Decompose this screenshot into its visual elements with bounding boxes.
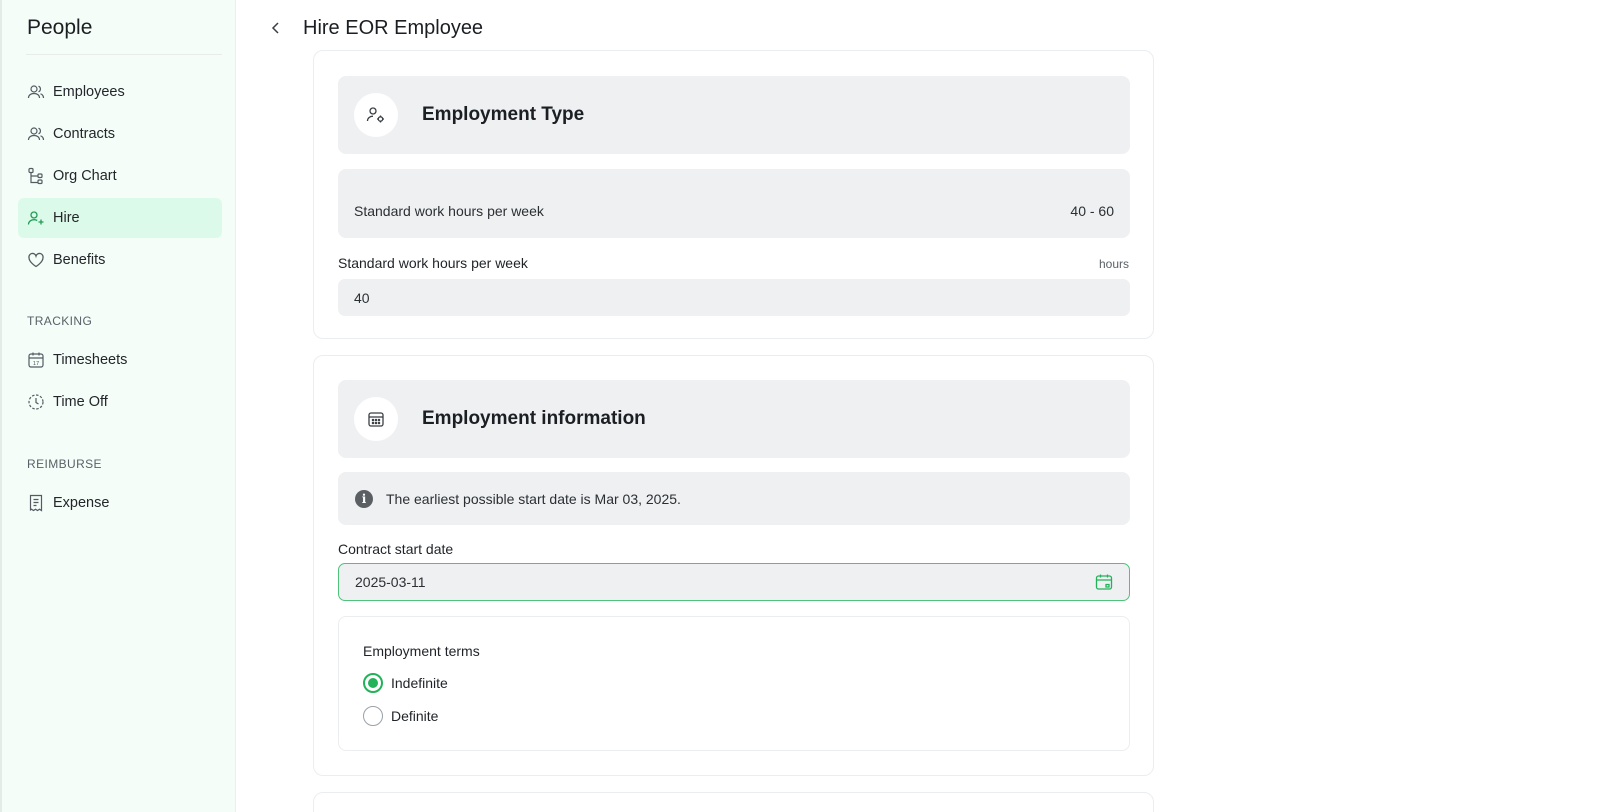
sidebar-item-label: Contracts <box>53 126 116 142</box>
work-hours-range-value: 40 - 60 <box>1070 203 1114 219</box>
start-date-label: Contract start date <box>338 541 454 557</box>
org-chart-icon <box>27 167 45 185</box>
radio-unselected[interactable] <box>363 706 383 726</box>
app-title: People <box>27 16 93 39</box>
users-icon <box>27 125 45 143</box>
sidebar-item-label: Org Chart <box>53 168 117 184</box>
svg-text:17: 17 <box>32 361 40 367</box>
back-button[interactable] <box>264 18 288 42</box>
work-hours-range <box>338 169 1130 238</box>
heart-icon <box>27 251 45 269</box>
clock-icon <box>27 393 45 411</box>
sidebar-item-contracts[interactable] <box>18 114 222 154</box>
section-label-tracking: TRACKING <box>27 314 93 328</box>
work-hours-input[interactable] <box>338 279 1130 316</box>
calendar-icon <box>27 351 45 369</box>
users-icon <box>27 83 45 101</box>
sidebar-item-time-off[interactable] <box>18 382 222 422</box>
terms-option-label: Definite <box>391 708 439 724</box>
terms-option-definite[interactable] <box>363 706 438 726</box>
sidebar-item-expense[interactable] <box>18 483 222 523</box>
work-hours-unit: hours <box>1098 257 1129 271</box>
divider <box>26 54 222 55</box>
terms-option-indefinite[interactable] <box>363 673 448 693</box>
user-settings-icon <box>354 93 398 137</box>
sidebar-item-timesheets[interactable] <box>18 340 222 380</box>
info-icon: i <box>355 490 373 508</box>
card-title: Employment Type <box>422 104 585 125</box>
sidebar-item-label: Time Off <box>53 394 108 410</box>
start-date-notice <box>338 472 1130 525</box>
calendar-icon <box>354 397 398 441</box>
sidebar-item-label: Hire <box>53 210 80 226</box>
employment-information-card <box>313 355 1154 776</box>
calendar-picker-icon[interactable] <box>1095 573 1113 591</box>
sidebar-item-label: Benefits <box>53 252 106 268</box>
radio-selected[interactable] <box>363 673 383 693</box>
sidebar-item-hire[interactable] <box>18 198 222 238</box>
section-label-reimburse: REIMBURSE <box>27 457 102 471</box>
start-date-value: 2025-03-11 <box>355 574 426 590</box>
terms-option-label: Indefinite <box>391 675 448 691</box>
page-title: Hire EOR Employee <box>303 17 484 39</box>
employment-terms-label: Employment terms <box>363 643 480 659</box>
card-title: Employment information <box>422 408 646 429</box>
user-plus-icon <box>27 209 45 227</box>
employment-type-header <box>338 76 1130 154</box>
sidebar-item-label: Employees <box>53 84 125 100</box>
start-date-input[interactable] <box>338 563 1130 601</box>
sidebar-item-benefits[interactable] <box>18 240 222 280</box>
sidebar-item-employees[interactable] <box>18 72 222 112</box>
next-section-card <box>313 792 1154 812</box>
sidebar-item-org-chart[interactable] <box>18 156 222 196</box>
work-hours-label: Standard work hours per week <box>338 255 528 271</box>
work-hours-value: 40 <box>354 289 370 306</box>
notice-text: The earliest possible start date is Mar 03, 2025. <box>386 490 681 507</box>
work-hours-range-label: Standard work hours per week <box>354 203 544 219</box>
employment-terms-group <box>338 616 1130 751</box>
chevron-left-icon <box>269 21 283 40</box>
sidebar <box>0 0 236 812</box>
employment-type-card <box>313 50 1154 339</box>
sidebar-item-label: Expense <box>53 495 110 511</box>
sidebar-item-label: Timesheets <box>53 352 128 368</box>
employment-information-header <box>338 380 1130 458</box>
receipt-icon <box>27 494 45 512</box>
